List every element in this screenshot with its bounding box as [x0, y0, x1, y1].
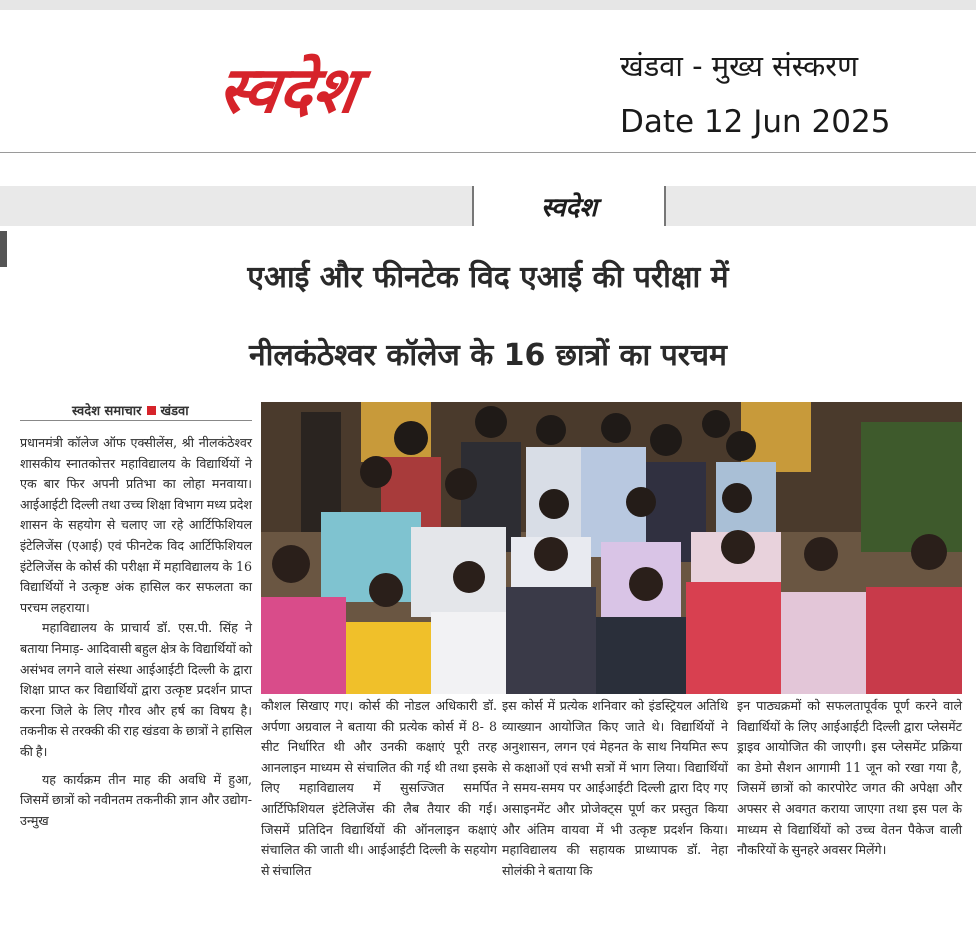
logo-text: स्वदेश: [213, 53, 362, 128]
mini-logo-text: स्वदेश: [540, 193, 598, 222]
divider: [0, 152, 976, 153]
swadesh-logo: [96, 46, 492, 138]
article-column-1: [20, 433, 252, 831]
top-border: [0, 0, 976, 10]
article-paragraph: यह कार्यक्रम तीन माह की अवधि में हुआ, जिसमें छात्रों को नवीनतम तकनीकी ज्ञान और उद्योग-उन्मुख: [20, 771, 252, 828]
date-label: Date 12 Jun 2025: [620, 104, 891, 140]
edition-label: खंडवा - मुख्य संस्करण: [620, 49, 859, 83]
swadesh-mini-logo: [509, 190, 629, 222]
article-paragraph: कौशल सिखाए गए। कोर्स की नोडल अधिकारी डॉ. अर्पणा अग्रवाल ने बताया की प्रत्येक कोर्स में 8- 8 सीट निर्धारित थी और उनकी कक्षाएं पूरी तरह आनलाइन माध्यम से संचालित की गई थी तथा इसके लिए महाविद्यालय में सुसज्जित समर्पित आर्टिफिशियल इंटेलिजेंस की लैब तैयार की गई। जिसमें प्रतिदिन विद्यार्थियों की ऑनलाइन कक्षाएं संचालित की जाती थी। आईआईटी दिल्ली के सहयोग से संचालित: [261, 698, 497, 878]
article-column-3: [502, 696, 728, 881]
article-paragraph: इस कोर्स में प्रत्येक शनिवार को इंडस्ट्रियल अतिथि व्याख्यान आयोजित किए जाते थे। विद्यार्थियों ने अनुशासन, लगन एवं मेहनत के साथ नियमित रूप से कक्षाओं एवं सभी सत्रों में भाग लिया। विद्यार्थियों ने समय-समय पर आईआईटी दिल्ली द्वारा दिए गए असाइनमेंट और प्रोजेक्ट्स पूर्ण कर प्रस्तुत किया और अंतिम वायवा में भी उत्कृष्ट प्रदर्शन किया। महाविद्यालय की सहायक प्राध्यापक डॉ. नेहा सोलंकी ने बताया कि: [502, 698, 728, 878]
article-paragraph: प्रधानमंत्री कॉलेज ऑफ एक्सीलेंस, श्री नीलकंठेश्वर शासकीय स्नातकोत्तर महाविद्यालय के विद्यार्थियों ने एक बार फिर अपनी प्रतिभा का लोहा मनवाया। आईआईटी दिल्ली तथा उच्च शिक्षा विभाग मध्य प्रदेश शासन के सहयोग से चलाए जा रहे आर्टिफिशियल इंटेलिजेंस (एआई) एवं फीनटेक विद आर्टिफिशियल इंटेलिजेंस के कोर्स की परीक्षा में महाविद्यालय के 16 विद्यार्थियों ने उत्कृष्ट अंक हासिल कर सफलता का परचम लहराया।: [20, 435, 252, 615]
byline-source: स्वदेश समाचार: [72, 404, 142, 419]
byline-separator-icon: [147, 406, 156, 415]
article-column-2: [261, 696, 497, 881]
byline: [20, 400, 252, 421]
byline-place: खंडवा: [160, 404, 189, 419]
article-paragraph: इन पाठ्यक्रमों को सफलतापूर्वक पूर्ण करने वाले विद्यार्थियों के लिए आईआईटी दिल्ली द्वारा प्लेसमेंट ड्राइव आयोजित की जाएगी। इस प्लेसमेंट प्रक्रिया का डेमो सैशन आगामी 11 जून को रखा गया है, जिसमें छात्रों को कारपोरेट जगत की अपेक्षा और अफ्सर से अवगत कराया जाएगा तथा इस पल के माध्यम से विद्यार्थियों को उच्च वेतन पैकेज वाली नौकरियों के सुनहरे अवसर मिलेंगे।: [737, 698, 962, 858]
headline-line-1: एआई और फीनटेक विद एआई की परीक्षा में: [247, 260, 729, 295]
headline-line-2: नीलकंठेश्वर कॉलेज के 16 छात्रों का परचम: [248, 338, 728, 373]
article-column-4: [737, 696, 962, 861]
group-photo: [261, 402, 962, 694]
article-paragraph: महाविद्यालय के प्राचार्य डॉ. एस.पी. सिंह ने बताया निमाड़- आदिवासी बहुल क्षेत्र के विद्यार्थियों को असंभव लगने वाले संस्था आईआईटी दिल्ली के द्वारा शिक्षा प्राप्त कर विद्यार्थियों द्वारा उत्कृष्ट प्रदर्शन प्राप्त करना जिले के लिए गौरव और हर्ष का विषय है। तकनीक से तरक्की की राह खंडवा के छात्रों ने हासिल की है।: [20, 620, 252, 759]
